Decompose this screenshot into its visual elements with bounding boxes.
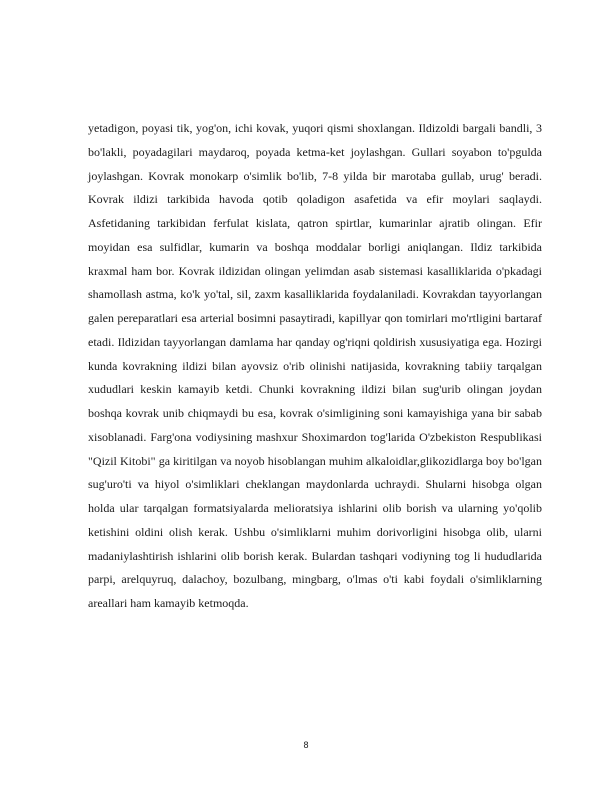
page-number: 8 (303, 740, 309, 750)
body-paragraph: yetadigon, poyasi tik, yog'on, ichi kovak, yuqori qismi shoxlangan. Ildizoldi bargali bandli, 3 bo'lakli, poyadagilari maydaroq, poyada ketma-ket joylashgan. Gullari soyabon to'pgulda joylashgan. Kovrak monokarp o'simlik bo'lib, 7-8 yilda bir marotaba gullab, urug' beradi. Kovrak ildizi tarkibida havoda qotib qoladigon asafetida va efir moylari saqlaydi. Asfetidaning tarkibidan ferfulat kislata, qatron spirtlar, kumarinlar ajratib olingan. Efir moyidan esa sulfidlar, kumarin va boshqa moddalar borligi aniqlangan. Ildiz tarkibida kraxmal ham bor. Kovrak ildizidan olingan yelimdan asab sistemasi kasalliklarida o'pkadagi shamollash astma, ko'k yo'tal, sil, zaxm kasalliklarida foydalaniladi. Kovrakdan tayyorlangan galen pereparatlari esa arterial bosimni pasaytiradi, kapillyar qon tomirlari mo'rtligini bartaraf etadi. Ildizidan tayyorlangan damlama har qanday og'riqni qoldirish xususiyatiga ega. Hozirgi kunda kovrakning ildizi bilan ayovsiz o'rib olinishi natijasida, kovrakning tabiiy tarqalgan xududlari keskin kamayib ketdi. Chunki kovrakning ildizi bilan sug'urib olingan joydan boshqa kovrak unib chiqmaydi bu esa, kovrak o'simligining soni kamayishiga yana bir sabab xisoblanadi. Farg'ona vodiysining mashxur Shoximardon tog'larida O'zbekiston Respublikasi "Qizil Kitobi" ga kiritilgan va noyob hisoblangan muhim alkaloidlar,glikozidlarga boy bo'lgan sug'uro'ti va hiyol o'simliklari cheklangan maydonlarda uchraydi. Shularni hisobga olgan holda ular tarqalgan formatsiyalarda melioratsiya ishlarini olib borish va ularning yo'qolib ketishini oldini olish kerak. Ushbu o'simliklarni muhim dorivorligini hisobga olib, ularni madaniylashtirish ishlarini olib borish kerak. Bulardan tashqari vodiyning tog li hududlarida parpi, arelquyruq, dalachoy, bozulbang, mingbarg, o'lmas o'ti kabi foydali o'simliklarning areallari ham kamayib ketmoqda. (88, 121, 542, 610)
